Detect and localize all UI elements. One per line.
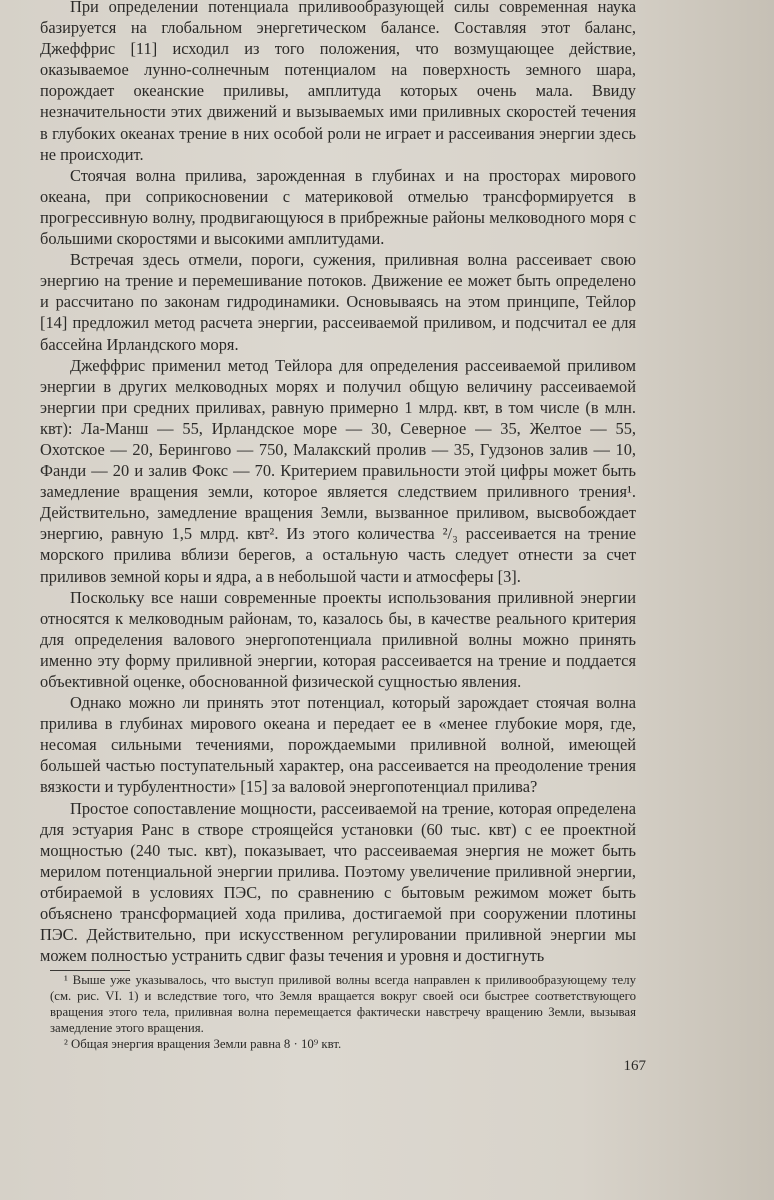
page-number: 167 [623, 1058, 646, 1074]
paragraph-7: Простое сопоставление мощности, рассеиваемой на трение, которая определена для эстуария Ранс в створе строящейся установки (60 тыс. квт) с ее проектной мощностью (240 тыс. квт), показывает, что рассеиваемая энергия не может быть мерилом потенциальной энергии прилива. Поэтому увеличение приливной энергии, отбираемой в условиях ПЭС, по сравнению с бытовым режимом может быть объяснено трансформацией хода прилива, достигаемой при сооружении плотины ПЭС. Действительно, при искусственном регулировании приливной энергии мы можем полностью устранить сдвиг фазы течения и уровня и достигнуть [40, 798, 636, 966]
paragraph-2: Стоячая волна прилива, зарожденная в глубинах и на просторах мирового океана, при соприкосновении с материковой отмелью трансформируется в прогрессивную волну, продвигающуюся в прибрежные районы мелководного моря с большими скоростями и высокими амплитудами. [40, 165, 636, 249]
paragraph-6: Однако можно ли принять этот потенциал, который зарождает стоячая волна прилива в глубинах мирового океана и передает ее в «менее глубокие моря, где, несомая сильными течениями, порождаемыми приливной волной, имеющей большей частью поступательный характер, она рассеивается на преодоление трения вязкости и турбулентности» [15] за валовой энергопотенциал прилива? [40, 693, 636, 797]
body-text [40, 0, 636, 966]
paragraph-3: Встречая здесь отмели, пороги, сужения, приливная волна рассеивает свою энергию на трение и перемешивание потоков. Движение ее может быть определено и рассчитано по законам гидродинамики. Основываясь на этом принципе, Тейлор [14] предложил метод расчета энергии, рассеиваемой приливом, и подсчитал ее для бассейна Ирландского моря. [40, 250, 636, 354]
paragraph-1: При определении потенциала приливообразующей силы современная наука базируется на глобальном энергетическом балансе. Составляя этот баланс, Джеффрис [11] исходил из того положения, что возмущающее действие, оказываемое лунно-солнечным потенциалом на поверхность земного шара, порождает океанские приливы, амплитуда которых очень мала. Ввиду незначительности этих движений и вызываемых ими приливных скоростей течения в глубоких океанах трение в них особой роли не играет и рассеивания энергии здесь не происходит. [40, 0, 636, 164]
paragraph-5: Поскольку все наши современные проекты использования приливной энергии относятся к мелководным районам, то, казалось бы, в качестве реального критерия для определения валового энергопотенциала приливной волны можно принять именно эту форму приливной энергии, которая рассеивается на трение и поддается объективной оценке, обоснованной физической сущностью явления. [40, 587, 636, 691]
footnote-1: ¹ Выше уже указывалось, что выступ приливой волны всегда направлен к приливообразующему телу (см. рис. VI. 1) и вследствие того, что Земля вращается вокруг своей оси быстрее соответствующего вращения этого тела, приливная волна перемещается фактически навстречу вращению Земли, вызывая замедление этого вращения. [50, 973, 636, 1035]
footnote-divider [50, 970, 130, 971]
paragraph-4: Джеффрис применил метод Тейлора для определения рассеиваемой приливом энергии в других мелководных морях и получил общую величину рассеиваемой энергии при средних приливах, равную примерно 1 млрд. квт, в том числе (в млн. квт): Ла-Манш — 55, Ирландское море — 30, Северное — 35, Желтое — 55, Охотское — 20, Берингово — 750, Малакский пролив — 35, Гудзонов залив — 10, Фанди — 20 и залив Фокс — 70. Критерием правильности этой цифры может быть замедление вращения земли, которое является следствием приливного трения¹. Действительно, замедление вращения Земли, вызванное приливом, высвобождает энергию, равную 1,5 млрд. квт². Из этого количества ²/₃ рассеивается на трение морского прилива вблизи берегов, а остальную часть следует отнести за счет приливов земной коры и ядра, а в небольшой части и атмосферы [3]. [40, 355, 636, 586]
footnotes [50, 972, 636, 1052]
footnote-2: ² Общая энергия вращения Земли равна 8 · 10⁹ квт. [64, 1037, 342, 1051]
